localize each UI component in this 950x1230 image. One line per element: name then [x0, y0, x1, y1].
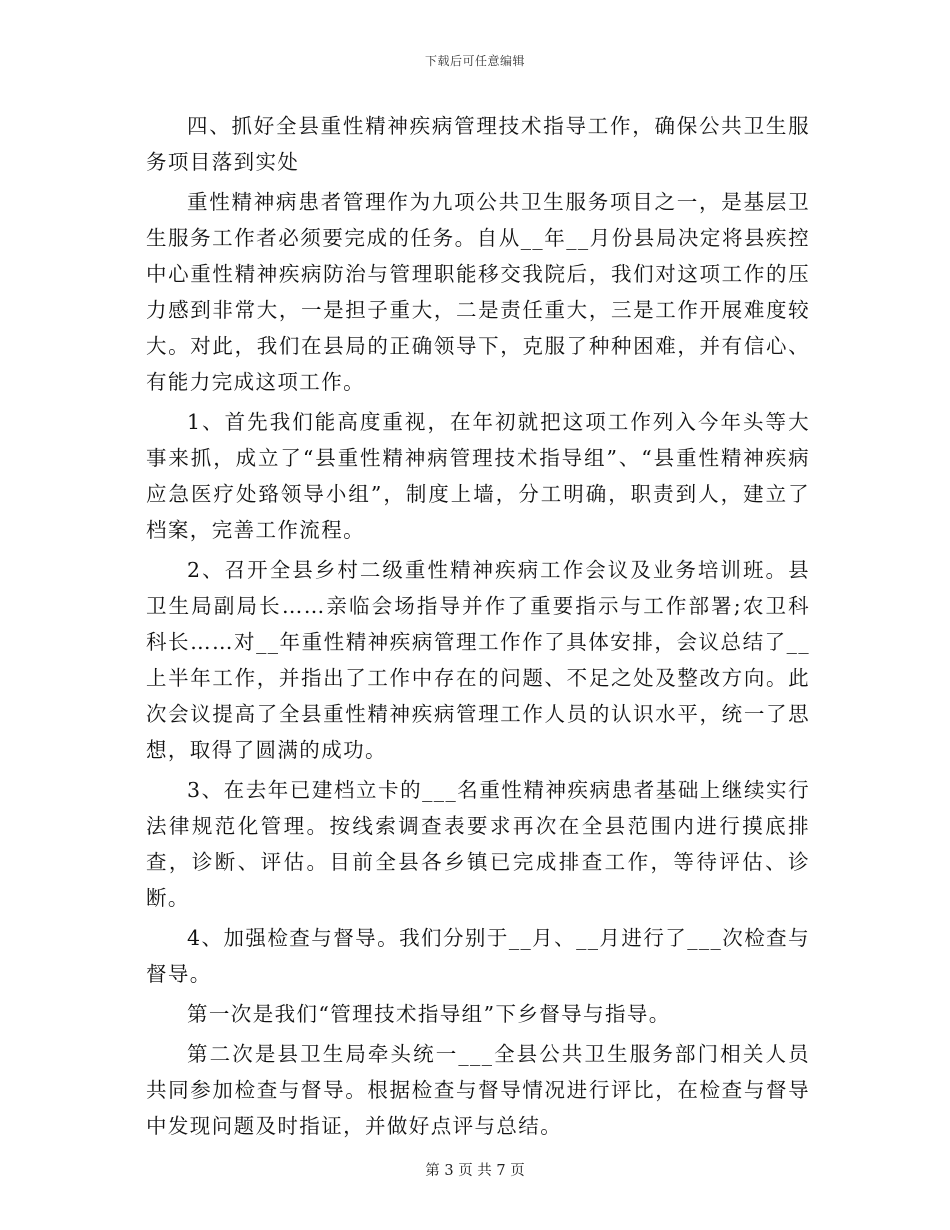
paragraph: 第一次是我们“管理技术指导组”下乡督导与指导。	[187, 1002, 671, 1026]
paragraph: 重性精神病患者管理作为九项公共卫生服务项目之一，是基层卫生服务工作者必须要完成的任务。自从__年__月份县局决定将县疾控中心重性精神疾病防治与管理职能移交我院后，我们对这项工作的压力感到非常大，一是担子重大，二是责任重大，三是工作开展难度较大。对此，我们在县局的正确领导下，克服了种种困难，并有信心、有能力完成这项工作。	[146, 190, 810, 394]
paragraph: 2、召开全县乡村二级重性精神疾病工作会议及业务培训班。县卫生局副局长……亲临会场指导并作了重要指示与工作部署;农卫科科长……对__年重性精神疾病管理工作作了具体安排，会议总结了__上半年工作，并指出了工作中存在的问题、不足之处及整改方向。此次会议提高了全县重性精神疾病管理工作人员的认识水平，统一了思想，取得了圆满的成功。	[146, 558, 810, 762]
page-header: 下载后可任意编辑	[424, 54, 525, 68]
paragraph: 3、在去年已建档立卡的___名重性精神疾病患者基础上继续实行法律规范化管理。按线索调查表要求再次在全县范围内进行摸底排查，诊断、评估。目前全县各乡镇已完成排查工作，等待评估、诊断。	[146, 778, 810, 910]
page-number: 第 3 页 共 7 页	[425, 1163, 525, 1179]
section-heading: 四、抓好全县重性精神疾病管理技术指导工作，确保公共卫生服务项目落到实处	[146, 114, 810, 174]
document-body	[146, 108, 810, 1144]
paragraph: 4、加强检查与督导。我们分别于__月、__月进行了___次检查与督导。	[146, 926, 810, 986]
paragraph: 第二次是县卫生局牵头统一___全县公共卫生服务部门相关人员共同参加检查与督导。根据检查与督导情况进行评比，在检查与督导中发现问题及时指证，并做好点评与总结。	[146, 1042, 810, 1138]
paragraph: 1、首先我们能高度重视，在年初就把这项工作列入今年头等大事来抓，成立了“县重性精神病管理技术指导组”、“县重性精神疾病应急医疗处臵领导小组”，制度上墙，分工明确，职责到人，建立了档案，完善工作流程。	[146, 410, 810, 542]
